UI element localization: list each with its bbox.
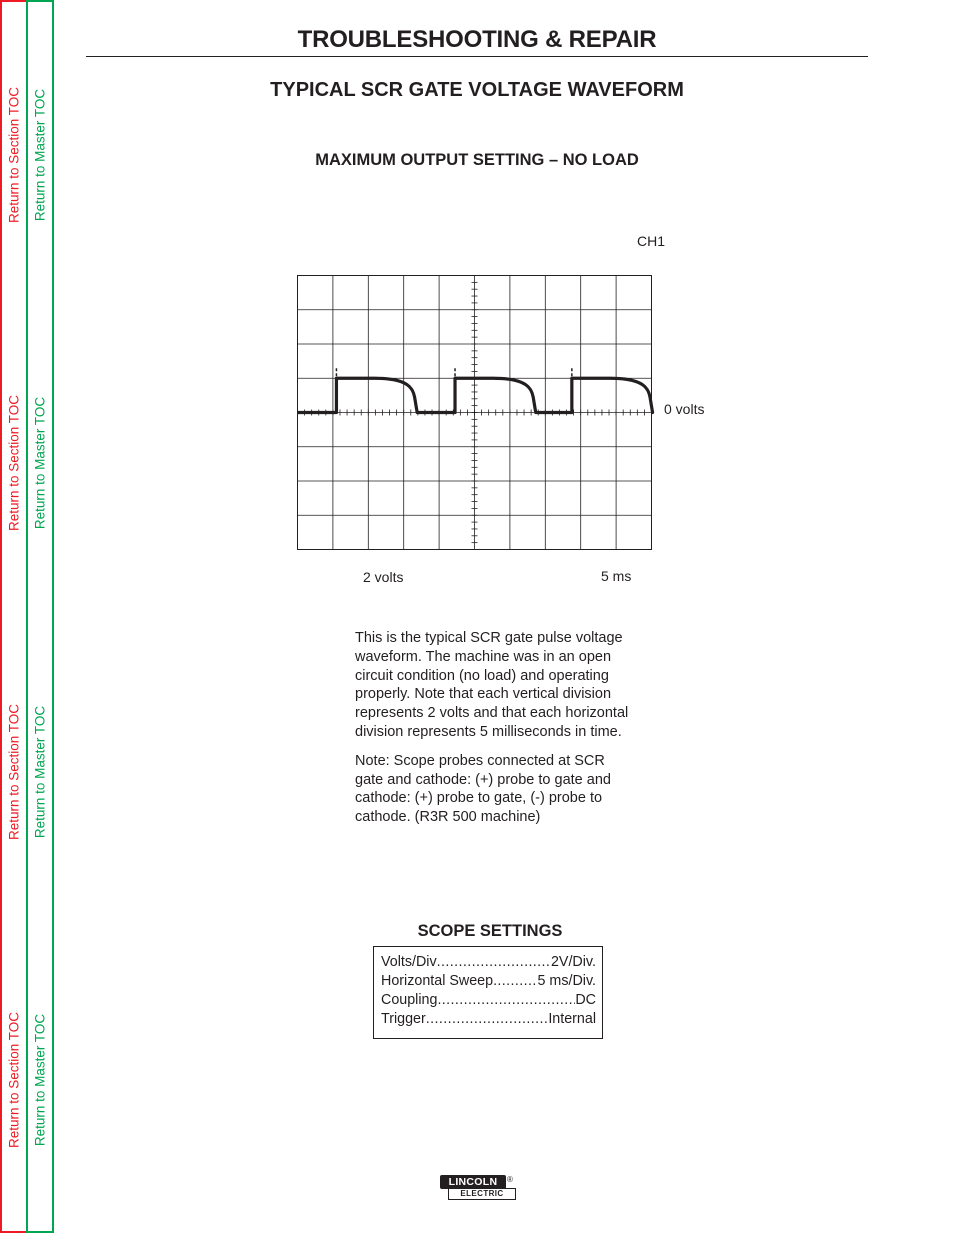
waveform-description bbox=[355, 629, 630, 837]
probe-note-paragraph: Note: Scope probes connected at SCR gate and cathode: (+) probe to gate and cathode: (+) probe to gate, (-) probe to cathode. (R3R 500 machine) bbox=[355, 752, 611, 826]
setting-row bbox=[381, 972, 596, 991]
lincoln-electric-logo bbox=[440, 1175, 518, 1203]
section-toc-link[interactable]: Return to Section TOC bbox=[6, 1011, 22, 1149]
title-rule bbox=[86, 56, 868, 57]
master-toc-link[interactable]: Return to Master TOC bbox=[32, 88, 48, 222]
setting-row bbox=[381, 1010, 596, 1029]
logo-top: LINCOLN bbox=[440, 1175, 506, 1189]
leader-dots bbox=[493, 972, 537, 991]
setting-value: Internal bbox=[548, 1011, 596, 1027]
volts-per-div-label: 2 volts bbox=[363, 569, 404, 585]
section-toc-link[interactable]: Return to Section TOC bbox=[6, 86, 22, 224]
setting-value: 5 ms/Div. bbox=[537, 973, 596, 989]
time-per-div-label: 5 ms bbox=[601, 568, 632, 584]
scope-settings-heading: SCOPE SETTINGS bbox=[417, 922, 563, 940]
section-title: TYPICAL SCR GATE VOLTAGE WAVEFORM bbox=[270, 79, 684, 101]
setting-value: DC bbox=[575, 992, 596, 1008]
setting-name: Trigger bbox=[381, 1011, 426, 1027]
leader-dots bbox=[437, 991, 575, 1010]
setting-row bbox=[381, 991, 596, 1010]
master-toc-strip bbox=[26, 0, 54, 1233]
setting-name: Horizontal Sweep bbox=[381, 973, 494, 989]
master-toc-link[interactable]: Return to Master TOC bbox=[32, 396, 48, 530]
master-toc-link[interactable]: Return to Master TOC bbox=[32, 705, 48, 839]
setting-name: Volts/Div bbox=[381, 954, 437, 970]
scope-settings-table bbox=[373, 946, 603, 1039]
channel-label: CH1 bbox=[637, 233, 666, 249]
setting-value: 2V/Div. bbox=[550, 954, 596, 970]
waveform-trace bbox=[298, 378, 653, 412]
description-paragraph: This is the typical SCR gate pulse voltage waveform. The machine was in an open circuit condition (no load) and operating properly. Note that each vertical division represents 2 volts and that each horizontal division represents 5 milliseconds in time. bbox=[355, 630, 629, 740]
scope-display bbox=[290, 268, 660, 558]
zero-volts-label: 0 volts bbox=[664, 401, 705, 417]
section-toc-strip bbox=[0, 0, 28, 1233]
leader-dots bbox=[437, 953, 551, 972]
setting-row bbox=[381, 953, 596, 972]
leader-dots bbox=[426, 1010, 549, 1029]
section-subtitle: MAXIMUM OUTPUT SETTING – NO LOAD bbox=[315, 151, 639, 169]
master-toc-link[interactable]: Return to Master TOC bbox=[32, 1013, 48, 1147]
registered-mark: ® bbox=[507, 1175, 513, 1184]
section-toc-link[interactable]: Return to Section TOC bbox=[6, 703, 22, 841]
page-title: TROUBLESHOOTING & REPAIR bbox=[297, 26, 657, 53]
setting-name: Coupling bbox=[381, 992, 438, 1008]
logo-bottom: ELECTRIC bbox=[448, 1188, 516, 1200]
section-toc-link[interactable]: Return to Section TOC bbox=[6, 394, 22, 532]
